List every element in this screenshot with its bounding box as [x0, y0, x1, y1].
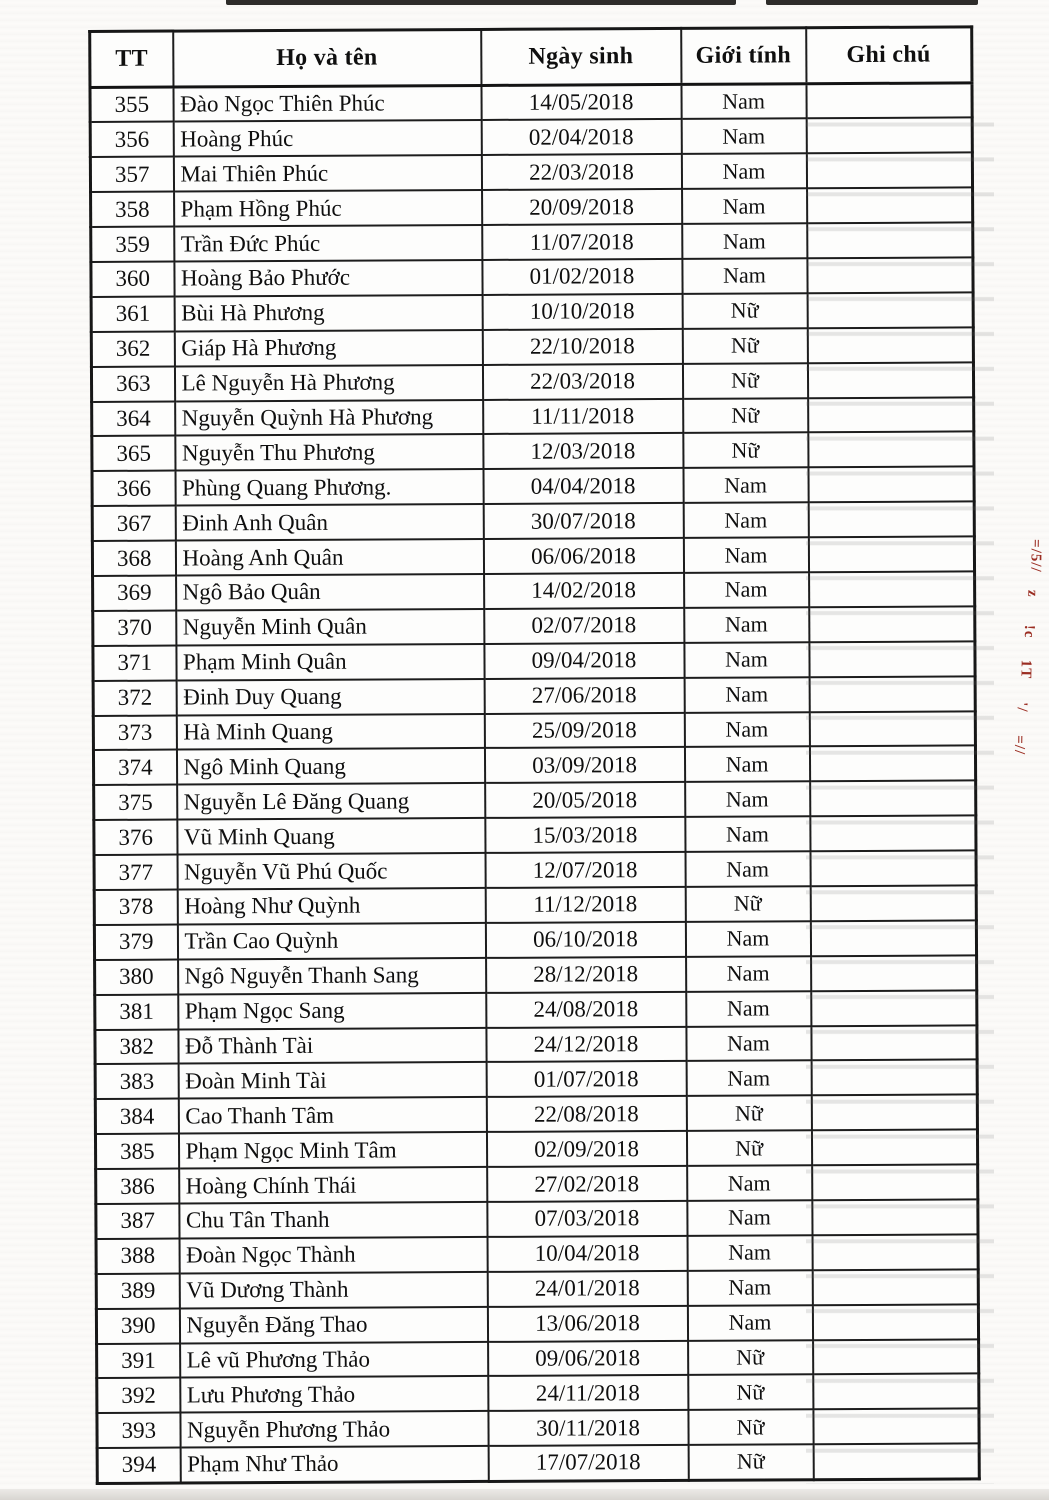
row-number-cell: 377 [94, 855, 177, 890]
note-cell [811, 1060, 977, 1096]
row-number-cell: 381 [95, 994, 178, 1029]
row-number-cell: 383 [95, 1064, 178, 1099]
table-row [96, 1199, 978, 1239]
note-cell [812, 1304, 978, 1340]
note-cell [808, 502, 974, 538]
full-name-cell: Bùi Hà Phương [174, 295, 482, 332]
row-number-cell: 380 [95, 959, 178, 994]
full-name-cell: Hoàng Như Quỳnh [177, 888, 485, 925]
birth-date-cell: 06/06/2018 [483, 538, 683, 574]
row-number-cell: 365 [92, 436, 175, 471]
note-cell [813, 1339, 979, 1375]
gender-cell: Nam [682, 188, 807, 224]
note-cell [809, 641, 975, 677]
birth-date-cell: 11/07/2018 [482, 224, 682, 260]
gender-cell: Nam [686, 956, 811, 992]
birth-date-cell: 06/10/2018 [485, 922, 685, 958]
table-row [92, 467, 974, 507]
gender-cell: Nam [685, 782, 810, 818]
note-cell [806, 83, 972, 119]
birth-date-cell: 22/10/2018 [482, 329, 682, 365]
table-row [93, 606, 975, 646]
row-number-cell: 378 [94, 890, 177, 925]
note-cell [807, 222, 973, 258]
birth-date-cell: 02/09/2018 [486, 1131, 686, 1167]
gender-cell: Nam [682, 223, 807, 259]
table-row [90, 153, 972, 193]
gender-cell: Nữ [688, 1375, 813, 1411]
birth-date-cell: 10/10/2018 [482, 294, 682, 330]
note-cell [810, 920, 976, 956]
gender-cell: Nam [681, 154, 806, 190]
student-roster-table [88, 25, 981, 1484]
row-number-cell: 370 [93, 610, 176, 645]
note-cell [809, 571, 975, 607]
birth-date-cell: 09/04/2018 [484, 643, 684, 679]
gender-cell: Nam [687, 1305, 812, 1341]
column-header-tt: TT [90, 31, 173, 87]
row-number-cell: 388 [96, 1238, 179, 1273]
full-name-cell: Đỗ Thành Tài [178, 1027, 486, 1064]
row-number-cell: 360 [91, 262, 174, 297]
table-row [95, 990, 977, 1030]
gender-cell: Nam [684, 607, 809, 643]
row-number-cell: 386 [96, 1169, 179, 1204]
birth-date-cell: 20/09/2018 [482, 189, 682, 225]
birth-date-cell: 13/06/2018 [487, 1306, 687, 1342]
birth-date-cell: 03/09/2018 [484, 747, 684, 783]
birth-date-cell: 02/07/2018 [484, 608, 684, 644]
full-name-cell: Mai Thiên Phúc [173, 155, 481, 192]
scanner-edge-artifact-top [766, 0, 978, 5]
table-row [93, 571, 975, 611]
row-number-cell: 364 [92, 401, 175, 436]
note-cell [807, 257, 973, 293]
birth-date-cell: 30/07/2018 [483, 503, 683, 539]
table-row [90, 118, 972, 158]
full-name-cell: Hoàng Phúc [173, 120, 481, 157]
table-row [94, 885, 976, 925]
birth-date-cell: 01/02/2018 [482, 259, 682, 295]
note-cell [808, 397, 974, 433]
gender-cell: Nam [685, 816, 810, 852]
birth-date-cell: 01/07/2018 [486, 1061, 686, 1097]
table-row [96, 1269, 978, 1309]
birth-date-cell: 12/03/2018 [483, 433, 683, 469]
full-name-cell: Vũ Dương Thành [179, 1272, 487, 1309]
gender-cell: Nam [687, 1235, 812, 1271]
full-name-cell: Nguyễn Đăng Thao [179, 1307, 487, 1344]
red-ink-mark: =/5// [1026, 538, 1044, 573]
gender-cell: Nam [685, 921, 810, 957]
note-cell [807, 188, 973, 224]
gender-cell: Nam [681, 119, 806, 155]
gender-cell: Nam [683, 502, 808, 538]
full-name-cell: Giáp Hà Phương [174, 330, 482, 367]
full-name-cell: Phạm Hồng Phúc [174, 190, 482, 227]
birth-date-cell: 17/07/2018 [488, 1445, 688, 1481]
full-name-cell: Phạm Ngọc Minh Tâm [178, 1132, 486, 1169]
row-number-cell: 393 [97, 1413, 180, 1448]
gender-cell: Nam [687, 1200, 812, 1236]
gender-cell: Nam [684, 642, 809, 678]
gender-cell: Nữ [682, 328, 807, 364]
gender-cell: Nữ [688, 1444, 813, 1480]
birth-date-cell: 27/02/2018 [487, 1166, 687, 1202]
table-row [94, 850, 976, 890]
birth-date-cell: 22/03/2018 [482, 364, 682, 400]
gender-cell: Nam [684, 712, 809, 748]
gender-cell: Nam [686, 1026, 811, 1062]
gender-cell: Nữ [688, 1340, 813, 1376]
gender-cell: Nữ [683, 433, 808, 469]
table-row [91, 188, 973, 228]
full-name-cell: Nguyễn Vũ Phú Quốc [177, 853, 485, 890]
gender-cell: Nam [684, 747, 809, 783]
red-ink-mark: z [1023, 589, 1041, 598]
full-name-cell: Lê Nguyễn Hà Phương [174, 365, 482, 402]
birth-date-cell: 24/08/2018 [486, 992, 686, 1028]
note-cell [811, 1130, 977, 1166]
red-ink-mark: 1T [1017, 659, 1034, 680]
birth-date-cell: 28/12/2018 [486, 957, 686, 993]
note-cell [812, 1269, 978, 1305]
birth-date-cell: 14/05/2018 [481, 84, 681, 120]
table-row [92, 397, 974, 437]
birth-date-cell: 02/04/2018 [481, 119, 681, 155]
note-cell [811, 1095, 977, 1131]
table-row [91, 292, 973, 332]
row-number-cell: 387 [96, 1204, 179, 1239]
birth-date-cell: 24/11/2018 [488, 1375, 688, 1411]
full-name-cell: Nguyễn Phương Thảo [180, 1411, 488, 1448]
gender-cell: Nữ [683, 398, 808, 434]
table-row [94, 920, 976, 960]
full-name-cell: Trần Đức Phúc [174, 225, 482, 262]
gender-cell: Nam [682, 258, 807, 294]
birth-date-cell: 24/12/2018 [486, 1026, 686, 1062]
column-header-note: Ghi chú [806, 27, 972, 84]
red-ink-mark: =// [1010, 735, 1027, 756]
birth-date-cell: 11/11/2018 [483, 398, 683, 434]
scanner-edge-artifact-top [226, 0, 736, 5]
gender-cell: Nam [685, 851, 810, 887]
table-row [95, 1130, 977, 1170]
table-row [97, 1339, 979, 1379]
gender-cell: Nữ [682, 363, 807, 399]
full-name-cell: Vũ Minh Quang [177, 818, 485, 855]
row-number-cell: 363 [91, 366, 174, 401]
row-number-cell: 373 [93, 715, 176, 750]
row-number-cell: 368 [92, 541, 175, 576]
full-name-cell: Hoàng Bảo Phước [174, 260, 482, 297]
full-name-cell: Nguyễn Lê Đăng Quang [177, 783, 485, 820]
note-cell [813, 1409, 979, 1445]
row-number-cell: 355 [90, 87, 173, 122]
table-row [97, 1374, 979, 1414]
note-cell [807, 292, 973, 328]
gender-cell: Nữ [686, 1130, 811, 1166]
gender-cell: Nam [686, 1061, 811, 1097]
full-name-cell: Nguyễn Quỳnh Hà Phương [175, 399, 483, 436]
birth-date-cell: 15/03/2018 [485, 817, 685, 853]
full-name-cell: Đoàn Ngọc Thành [179, 1237, 487, 1274]
row-number-cell: 358 [91, 192, 174, 227]
full-name-cell: Ngô Minh Quang [176, 748, 484, 785]
gender-cell: Nữ [685, 886, 810, 922]
row-number-cell: 371 [93, 645, 176, 680]
gender-cell: Nữ [686, 1096, 811, 1132]
table-row [93, 676, 975, 716]
table-row [93, 641, 975, 681]
row-number-cell: 361 [91, 296, 174, 331]
row-number-cell: 357 [90, 157, 173, 192]
birth-date-cell: 20/05/2018 [485, 782, 685, 818]
row-number-cell: 382 [95, 1029, 178, 1064]
note-cell [812, 1199, 978, 1235]
table-header-row [90, 27, 972, 88]
table-row [93, 711, 975, 751]
gender-cell: Nam [687, 1270, 812, 1306]
full-name-cell: Đoàn Minh Tài [178, 1062, 486, 1099]
row-number-cell: 374 [93, 750, 176, 785]
note-cell [807, 362, 973, 398]
birth-date-cell: 04/04/2018 [483, 468, 683, 504]
row-number-cell: 392 [97, 1378, 180, 1413]
table-row [91, 327, 973, 367]
note-cell [810, 816, 976, 852]
full-name-cell: Đinh Anh Quân [175, 504, 483, 541]
row-number-cell: 359 [91, 227, 174, 262]
table-row [95, 955, 977, 995]
full-name-cell: Nguyễn Thu Phương [175, 434, 483, 471]
row-number-cell: 356 [90, 122, 173, 157]
table-row [91, 257, 973, 297]
row-number-cell: 385 [95, 1134, 178, 1169]
birth-date-cell: 24/01/2018 [487, 1271, 687, 1307]
table-row [91, 222, 973, 262]
full-name-cell: Đào Ngọc Thiên Phúc [173, 85, 481, 122]
full-name-cell: Lưu Phương Thảo [180, 1376, 488, 1413]
table-row [94, 816, 976, 856]
table-row [95, 1060, 977, 1100]
red-ink-margin-annotation [995, 538, 1049, 756]
table-row [93, 746, 975, 786]
table-row [95, 1025, 977, 1065]
row-number-cell: 367 [92, 506, 175, 541]
column-header-name: Họ và tên [173, 29, 481, 87]
row-number-cell: 390 [96, 1308, 179, 1343]
table-row [95, 1095, 977, 1135]
note-cell [809, 676, 975, 712]
table-row [96, 1234, 978, 1274]
row-number-cell: 389 [96, 1273, 179, 1308]
note-cell [806, 153, 972, 189]
full-name-cell: Lê vũ Phương Thảo [180, 1341, 488, 1378]
full-name-cell: Ngô Bảo Quân [176, 574, 484, 611]
full-name-cell: Hà Minh Quang [176, 713, 484, 750]
row-number-cell: 384 [95, 1099, 178, 1134]
table-row [94, 781, 976, 821]
birth-date-cell: 12/07/2018 [485, 852, 685, 888]
table-row [91, 362, 973, 402]
note-cell [808, 467, 974, 503]
red-ink-mark: '/ [1013, 701, 1031, 713]
table-row [92, 536, 974, 576]
note-cell [809, 711, 975, 747]
note-cell [811, 1025, 977, 1061]
row-number-cell: 394 [97, 1448, 180, 1483]
note-cell [808, 536, 974, 572]
row-number-cell: 391 [97, 1343, 180, 1378]
birth-date-cell: 22/08/2018 [486, 1096, 686, 1132]
full-name-cell: Nguyễn Minh Quân [176, 609, 484, 646]
note-cell [810, 850, 976, 886]
column-header-gender: Giới tính [681, 28, 806, 85]
note-cell [811, 990, 977, 1026]
table-row [96, 1164, 978, 1204]
gender-cell: Nam [684, 572, 809, 608]
note-cell [810, 885, 976, 921]
birth-date-cell: 10/04/2018 [487, 1236, 687, 1272]
full-name-cell: Đinh Duy Quang [176, 679, 484, 716]
row-number-cell: 366 [92, 471, 175, 506]
row-number-cell: 376 [94, 820, 177, 855]
row-number-cell: 375 [94, 785, 177, 820]
table-row [92, 432, 974, 472]
gender-cell: Nam [686, 991, 811, 1027]
note-cell [812, 1164, 978, 1200]
full-name-cell: Phùng Quang Phương. [175, 469, 483, 506]
full-name-cell: Phạm Như Thảo [180, 1446, 488, 1483]
birth-date-cell: 14/02/2018 [484, 573, 684, 609]
gender-cell: Nữ [682, 293, 807, 329]
full-name-cell: Hoàng Anh Quân [175, 539, 483, 576]
red-ink-mark: !c [1020, 624, 1037, 639]
column-header-dob: Ngày sinh [481, 28, 681, 85]
note-cell [812, 1234, 978, 1270]
table-row [96, 1304, 978, 1344]
note-cell [808, 432, 974, 468]
full-name-cell: Chu Tân Thanh [179, 1202, 487, 1239]
birth-date-cell: 07/03/2018 [487, 1201, 687, 1237]
full-name-cell: Phạm Minh Quân [176, 644, 484, 681]
note-cell [809, 606, 975, 642]
roster-table-body [90, 83, 979, 1483]
table-row [90, 83, 972, 123]
table-row [97, 1444, 979, 1484]
birth-date-cell: 25/09/2018 [484, 712, 684, 748]
note-cell [810, 781, 976, 817]
table-row [97, 1409, 979, 1449]
gender-cell: Nam [683, 537, 808, 573]
gender-cell: Nam [681, 84, 806, 120]
note-cell [806, 118, 972, 154]
birth-date-cell: 27/06/2018 [484, 678, 684, 714]
note-cell [809, 746, 975, 782]
full-name-cell: Trần Cao Quỳnh [177, 923, 485, 960]
table-row [92, 502, 974, 542]
gender-cell: Nam [687, 1165, 812, 1201]
full-name-cell: Ngô Nguyễn Thanh Sang [178, 958, 486, 995]
gender-cell: Nữ [688, 1410, 813, 1446]
full-name-cell: Hoàng Chính Thái [179, 1167, 487, 1204]
row-number-cell: 379 [94, 924, 177, 959]
note-cell [807, 327, 973, 363]
note-cell [811, 955, 977, 991]
row-number-cell: 362 [91, 331, 174, 366]
birth-date-cell: 11/12/2018 [485, 887, 685, 923]
note-cell [813, 1444, 979, 1480]
row-number-cell: 369 [93, 576, 176, 611]
gender-cell: Nam [683, 468, 808, 504]
full-name-cell: Phạm Ngọc Sang [178, 993, 486, 1030]
scanner-edge-artifact-bottom [0, 1489, 1049, 1500]
gender-cell: Nam [684, 677, 809, 713]
row-number-cell: 372 [93, 680, 176, 715]
full-name-cell: Cao Thanh Tâm [178, 1097, 486, 1134]
note-cell [813, 1374, 979, 1410]
birth-date-cell: 30/11/2018 [488, 1410, 688, 1446]
birth-date-cell: 22/03/2018 [481, 154, 681, 190]
birth-date-cell: 09/06/2018 [488, 1340, 688, 1376]
